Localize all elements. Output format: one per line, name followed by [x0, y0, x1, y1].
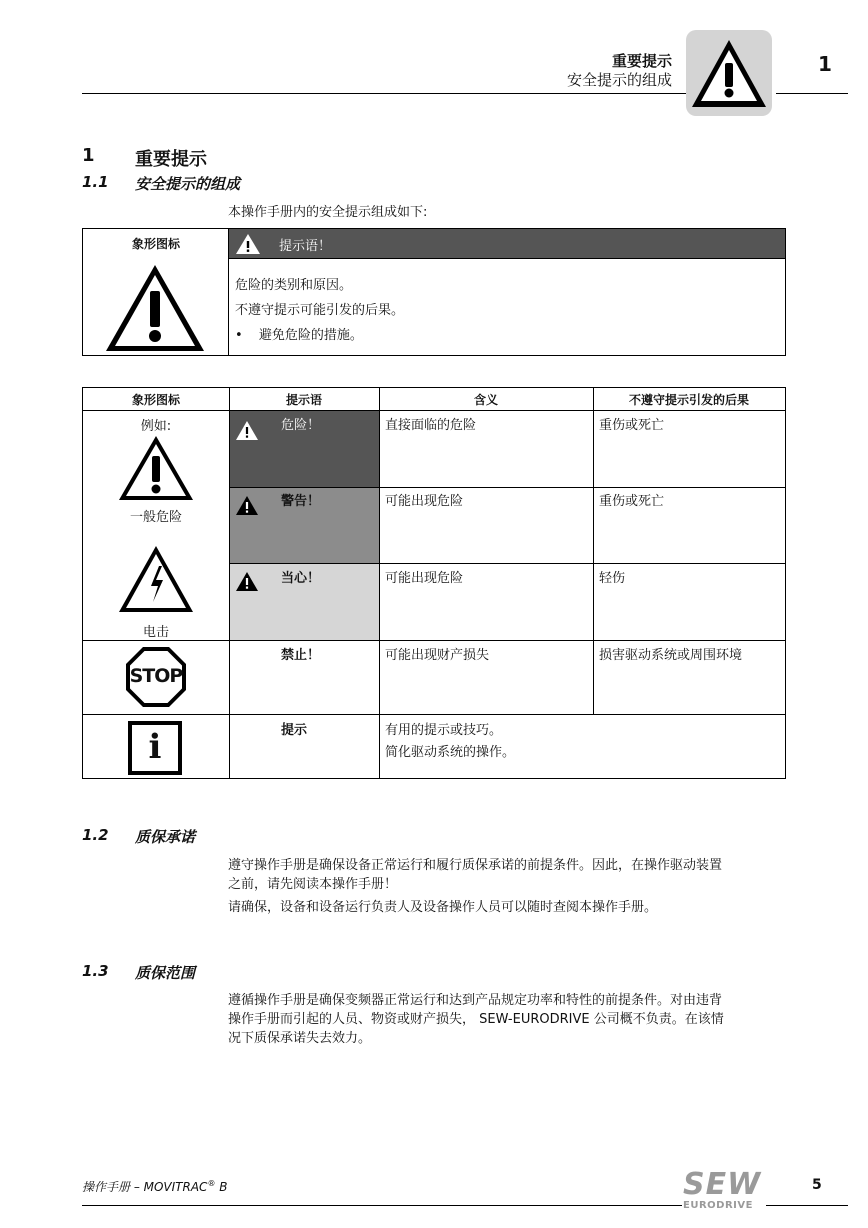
example-label: 例如: [140, 419, 172, 434]
section-title: 重要提示 [135, 149, 207, 170]
consequence-caution: 轻伤 [599, 571, 626, 586]
signal-word-warning: 警告！ [281, 494, 321, 509]
subsection-title: 质保范围 [135, 964, 196, 982]
section-number: 1 [82, 145, 95, 166]
grid-line [379, 388, 380, 778]
grid-line [593, 388, 594, 714]
consequence-danger: 重伤或死亡 [599, 418, 665, 433]
footer-rule [82, 1205, 682, 1206]
meaning-note: 有用的提示或技巧。 [385, 723, 503, 738]
subsection-title: 质保承诺 [135, 828, 196, 846]
pictogram-header: 象形图标 [131, 393, 180, 407]
hazard-type-text: 危险的类别和原因。 [235, 278, 353, 293]
warranty-line-1: 遵守操作手册是确保设备正常运行和履行质保承诺的前提条件。因此，在操作驱动装置 [228, 858, 723, 873]
liability-line-2: 操作手册而引起的人员、物资或财产损失， SEW-EURODRIVE 公司概不负责。在该情 [228, 1012, 724, 1027]
liability-line-3: 况下质保承诺失去效力。 [228, 1031, 372, 1046]
intro-text: 本操作手册内的安全提示组成如下: [228, 205, 428, 220]
sew-eurodrive-logo [683, 1167, 762, 1211]
footer-document-title [82, 1178, 227, 1195]
danger-warning-icon [235, 420, 259, 441]
header-rule-right [776, 93, 848, 94]
warranty-line-3: 请确保，设备和设备运行负责人及设备操作人员可以随时查阅本操作手册。 [228, 900, 658, 915]
warning-icon [235, 495, 259, 516]
liability-line-1: 遵循操作手册是确保变频器正常运行和达到产品规定功率和特性的前提条件。对由违背 [228, 993, 723, 1008]
grid-line [83, 410, 785, 411]
grid-line [83, 640, 785, 641]
signal-word-note: 提示 [281, 723, 308, 738]
subsection-number: 1.3 [82, 962, 109, 980]
footer-rule-right [766, 1205, 848, 1206]
pictogram-column [83, 229, 229, 355]
meaning-warning: 可能出现危险 [385, 494, 464, 509]
bullet: • [235, 328, 243, 343]
measure-item [235, 323, 404, 348]
grid-line [83, 714, 785, 715]
grid-line [229, 388, 230, 778]
warranty-paragraph [228, 856, 788, 917]
electric-shock-icon [117, 544, 195, 614]
subsection-title: 安全提示的组成 [135, 175, 241, 193]
structure-body [235, 273, 404, 348]
consequence-warning: 重伤或死亡 [599, 494, 665, 509]
grid-line [229, 487, 785, 488]
logo-bottom: EURODRIVE [683, 1200, 753, 1211]
signal-word-caution: 当心！ [281, 571, 321, 586]
footer-doc-suffix: B [215, 1180, 228, 1194]
signal-word-header: 提示语 [285, 393, 322, 407]
grid-line [229, 563, 785, 564]
consequence-header: 不遵守提示引发的后果 [628, 393, 749, 407]
signal-word-bar [229, 229, 785, 259]
meaning-note-2: 简化驱动系统的操作。 [385, 745, 516, 760]
stop-icon-text: STOP [129, 665, 183, 687]
meaning-prohibited: 可能出现财产损失 [385, 648, 490, 663]
logo-top: SEW [683, 1167, 762, 1202]
subsection-number: 1.2 [82, 826, 109, 844]
meaning-caution: 可能出现危险 [385, 571, 464, 586]
pictogram-header: 象形图标 [131, 237, 180, 251]
meaning-header: 含义 [473, 393, 498, 407]
signal-word-danger: 危险！ [281, 418, 321, 433]
consequence-text: 不遵守提示可能引发的后果。 [235, 303, 405, 318]
signal-word: 提示语！ [279, 239, 332, 254]
warning-small-icon [235, 233, 261, 255]
caution-icon [235, 571, 259, 592]
header-rule [82, 93, 686, 94]
subsection-number: 1.1 [82, 173, 109, 191]
info-icon [128, 721, 182, 775]
warning-badge [686, 30, 772, 116]
footer-doc-prefix: 操作手册 – MOVITRAC [82, 1180, 208, 1194]
warning-triangle-icon [104, 263, 206, 353]
warranty-line-2: 之前，请先阅读本操作手册！ [228, 877, 398, 892]
signal-word-table [82, 387, 786, 779]
registered-mark: ® [207, 1179, 216, 1188]
warning-triangle-icon [686, 30, 772, 116]
info-icon-text: i [148, 727, 162, 767]
consequence-prohibited: 损害驱动系统或周围环境 [599, 648, 743, 663]
signal-word-prohibited: 禁止！ [281, 648, 321, 663]
electric-label: 电击 [142, 625, 169, 640]
general-danger-label: 一般危险 [129, 510, 182, 525]
stop-icon [125, 646, 187, 708]
general-danger-icon [117, 434, 195, 502]
chapter-number: 1 [818, 52, 832, 76]
meaning-danger: 直接面临的危险 [385, 418, 477, 433]
header-subtitle: 安全提示的组成 [566, 71, 672, 89]
measure-text: 避免危险的措施。 [258, 328, 363, 343]
safety-note-structure-table [82, 228, 786, 356]
header-title: 重要提示 [611, 52, 672, 70]
liability-paragraph [228, 991, 788, 1048]
page-number: 5 [812, 1177, 822, 1193]
